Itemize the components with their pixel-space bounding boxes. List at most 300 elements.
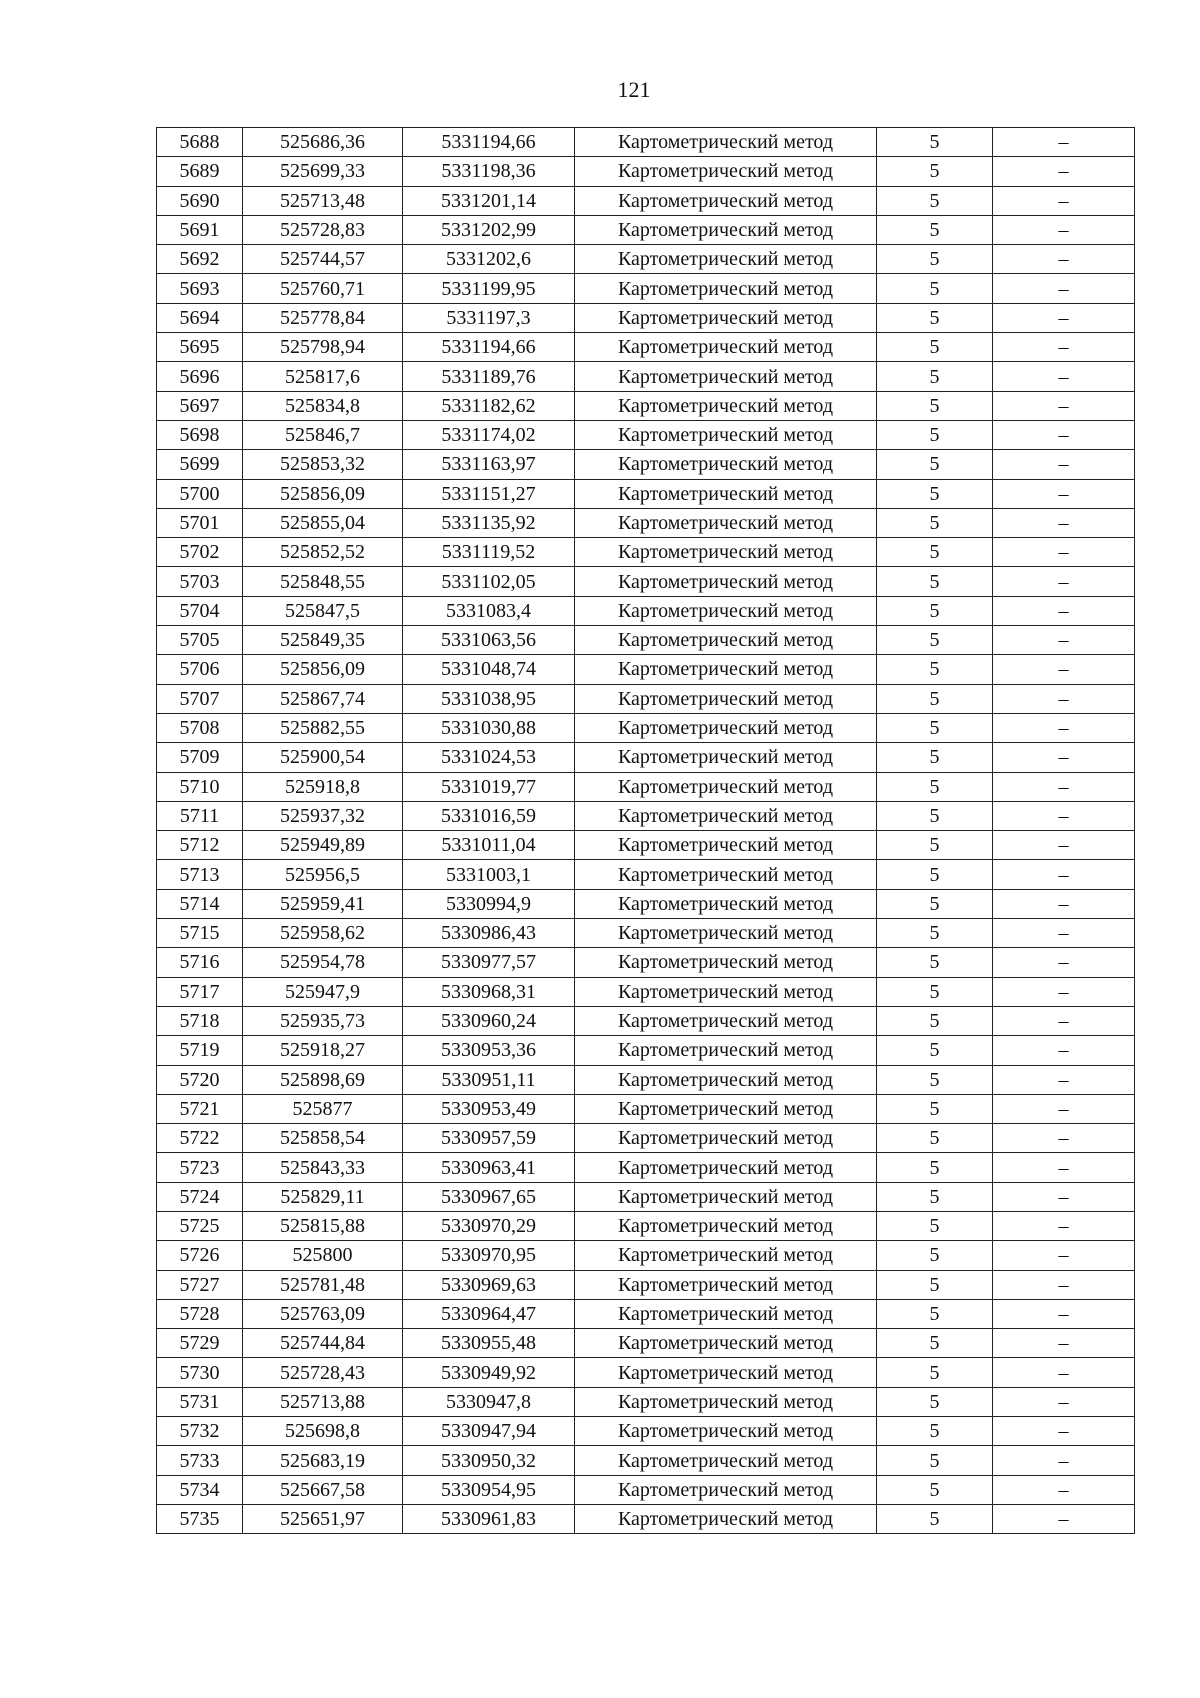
description-cell: – xyxy=(993,626,1135,655)
method-cell: Картометрический метод xyxy=(575,1475,877,1504)
method-cell: Картометрический метод xyxy=(575,1241,877,1270)
method-cell: Картометрический метод xyxy=(575,889,877,918)
y-coordinate-cell: 5330967,65 xyxy=(403,1182,575,1211)
accuracy-cell: 5 xyxy=(877,1182,993,1211)
method-cell: Картометрический метод xyxy=(575,538,877,567)
accuracy-cell: 5 xyxy=(877,1358,993,1387)
x-coordinate-cell: 525683,19 xyxy=(243,1446,403,1475)
table-row xyxy=(157,157,1135,186)
x-coordinate-cell: 525817,6 xyxy=(243,362,403,391)
accuracy-cell: 5 xyxy=(877,420,993,449)
description-cell: – xyxy=(993,743,1135,772)
table-row xyxy=(157,186,1135,215)
table-row xyxy=(157,1153,1135,1182)
point-number-cell: 5711 xyxy=(157,801,243,830)
point-number-cell: 5696 xyxy=(157,362,243,391)
point-number-cell: 5700 xyxy=(157,479,243,508)
description-cell: – xyxy=(993,1417,1135,1446)
x-coordinate-cell: 525651,97 xyxy=(243,1504,403,1533)
accuracy-cell: 5 xyxy=(877,128,993,157)
x-coordinate-cell: 525763,09 xyxy=(243,1299,403,1328)
method-cell: Картометрический метод xyxy=(575,596,877,625)
table-row xyxy=(157,1504,1135,1533)
x-coordinate-cell: 525856,09 xyxy=(243,479,403,508)
y-coordinate-cell: 5331048,74 xyxy=(403,655,575,684)
point-number-cell: 5706 xyxy=(157,655,243,684)
coordinates-table-body xyxy=(157,128,1135,1534)
description-cell: – xyxy=(993,128,1135,157)
y-coordinate-cell: 5330947,8 xyxy=(403,1387,575,1416)
y-coordinate-cell: 5330947,94 xyxy=(403,1417,575,1446)
description-cell: – xyxy=(993,1475,1135,1504)
y-coordinate-cell: 5331019,77 xyxy=(403,772,575,801)
table-row xyxy=(157,1387,1135,1416)
method-cell: Картометрический метод xyxy=(575,977,877,1006)
description-cell: – xyxy=(993,1036,1135,1065)
table-row xyxy=(157,567,1135,596)
y-coordinate-cell: 5331063,56 xyxy=(403,626,575,655)
x-coordinate-cell: 525699,33 xyxy=(243,157,403,186)
description-cell: – xyxy=(993,1094,1135,1123)
point-number-cell: 5697 xyxy=(157,391,243,420)
description-cell: – xyxy=(993,420,1135,449)
y-coordinate-cell: 5331202,99 xyxy=(403,215,575,244)
description-cell: – xyxy=(993,772,1135,801)
description-cell: – xyxy=(993,274,1135,303)
description-cell: – xyxy=(993,362,1135,391)
table-row xyxy=(157,128,1135,157)
method-cell: Картометрический метод xyxy=(575,1094,877,1123)
method-cell: Картометрический метод xyxy=(575,1329,877,1358)
y-coordinate-cell: 5330963,41 xyxy=(403,1153,575,1182)
accuracy-cell: 5 xyxy=(877,1036,993,1065)
description-cell: – xyxy=(993,1299,1135,1328)
point-number-cell: 5692 xyxy=(157,245,243,274)
method-cell: Картометрический метод xyxy=(575,303,877,332)
method-cell: Картометрический метод xyxy=(575,1006,877,1035)
point-number-cell: 5727 xyxy=(157,1270,243,1299)
description-cell: – xyxy=(993,1153,1135,1182)
accuracy-cell: 5 xyxy=(877,889,993,918)
accuracy-cell: 5 xyxy=(877,860,993,889)
method-cell: Картометрический метод xyxy=(575,1270,877,1299)
y-coordinate-cell: 5331016,59 xyxy=(403,801,575,830)
table-row xyxy=(157,245,1135,274)
y-coordinate-cell: 5331198,36 xyxy=(403,157,575,186)
method-cell: Картометрический метод xyxy=(575,948,877,977)
method-cell: Картометрический метод xyxy=(575,215,877,244)
description-cell: – xyxy=(993,508,1135,537)
point-number-cell: 5735 xyxy=(157,1504,243,1533)
y-coordinate-cell: 5330955,48 xyxy=(403,1329,575,1358)
table-row xyxy=(157,450,1135,479)
y-coordinate-cell: 5331182,62 xyxy=(403,391,575,420)
accuracy-cell: 5 xyxy=(877,245,993,274)
x-coordinate-cell: 525800 xyxy=(243,1241,403,1270)
x-coordinate-cell: 525848,55 xyxy=(243,567,403,596)
accuracy-cell: 5 xyxy=(877,1094,993,1123)
accuracy-cell: 5 xyxy=(877,186,993,215)
y-coordinate-cell: 5330950,32 xyxy=(403,1446,575,1475)
accuracy-cell: 5 xyxy=(877,391,993,420)
y-coordinate-cell: 5330964,47 xyxy=(403,1299,575,1328)
y-coordinate-cell: 5331003,1 xyxy=(403,860,575,889)
accuracy-cell: 5 xyxy=(877,567,993,596)
description-cell: – xyxy=(993,1241,1135,1270)
y-coordinate-cell: 5330954,95 xyxy=(403,1475,575,1504)
y-coordinate-cell: 5330957,59 xyxy=(403,1124,575,1153)
table-row xyxy=(157,362,1135,391)
method-cell: Картометрический метод xyxy=(575,245,877,274)
point-number-cell: 5731 xyxy=(157,1387,243,1416)
accuracy-cell: 5 xyxy=(877,274,993,303)
accuracy-cell: 5 xyxy=(877,362,993,391)
method-cell: Картометрический метод xyxy=(575,919,877,948)
table-row xyxy=(157,1446,1135,1475)
accuracy-cell: 5 xyxy=(877,977,993,1006)
accuracy-cell: 5 xyxy=(877,1065,993,1094)
method-cell: Картометрический метод xyxy=(575,186,877,215)
x-coordinate-cell: 525855,04 xyxy=(243,508,403,537)
method-cell: Картометрический метод xyxy=(575,450,877,479)
description-cell: – xyxy=(993,1446,1135,1475)
point-number-cell: 5716 xyxy=(157,948,243,977)
method-cell: Картометрический метод xyxy=(575,1504,877,1533)
method-cell: Картометрический метод xyxy=(575,626,877,655)
point-number-cell: 5733 xyxy=(157,1446,243,1475)
accuracy-cell: 5 xyxy=(877,919,993,948)
description-cell: – xyxy=(993,538,1135,567)
y-coordinate-cell: 5330953,49 xyxy=(403,1094,575,1123)
point-number-cell: 5718 xyxy=(157,1006,243,1035)
description-cell: – xyxy=(993,596,1135,625)
x-coordinate-cell: 525728,83 xyxy=(243,215,403,244)
y-coordinate-cell: 5331163,97 xyxy=(403,450,575,479)
point-number-cell: 5712 xyxy=(157,831,243,860)
table-row xyxy=(157,919,1135,948)
method-cell: Картометрический метод xyxy=(575,684,877,713)
y-coordinate-cell: 5331189,76 xyxy=(403,362,575,391)
y-coordinate-cell: 5331174,02 xyxy=(403,420,575,449)
table-row xyxy=(157,772,1135,801)
table-row xyxy=(157,1329,1135,1358)
accuracy-cell: 5 xyxy=(877,479,993,508)
method-cell: Картометрический метод xyxy=(575,1358,877,1387)
method-cell: Картометрический метод xyxy=(575,860,877,889)
description-cell: – xyxy=(993,1182,1135,1211)
method-cell: Картометрический метод xyxy=(575,157,877,186)
description-cell: – xyxy=(993,1387,1135,1416)
y-coordinate-cell: 5331194,66 xyxy=(403,128,575,157)
y-coordinate-cell: 5331151,27 xyxy=(403,479,575,508)
description-cell: – xyxy=(993,1211,1135,1240)
x-coordinate-cell: 525852,52 xyxy=(243,538,403,567)
y-coordinate-cell: 5330970,95 xyxy=(403,1241,575,1270)
point-number-cell: 5730 xyxy=(157,1358,243,1387)
point-number-cell: 5710 xyxy=(157,772,243,801)
y-coordinate-cell: 5331197,3 xyxy=(403,303,575,332)
table-row xyxy=(157,274,1135,303)
method-cell: Картометрический метод xyxy=(575,274,877,303)
point-number-cell: 5722 xyxy=(157,1124,243,1153)
point-number-cell: 5703 xyxy=(157,567,243,596)
x-coordinate-cell: 525949,89 xyxy=(243,831,403,860)
x-coordinate-cell: 525898,69 xyxy=(243,1065,403,1094)
point-number-cell: 5714 xyxy=(157,889,243,918)
description-cell: – xyxy=(993,889,1135,918)
point-number-cell: 5725 xyxy=(157,1211,243,1240)
description-cell: – xyxy=(993,1006,1135,1035)
table-row xyxy=(157,1211,1135,1240)
x-coordinate-cell: 525698,8 xyxy=(243,1417,403,1446)
y-coordinate-cell: 5330951,11 xyxy=(403,1065,575,1094)
point-number-cell: 5732 xyxy=(157,1417,243,1446)
accuracy-cell: 5 xyxy=(877,1124,993,1153)
description-cell: – xyxy=(993,1329,1135,1358)
point-number-cell: 5698 xyxy=(157,420,243,449)
table-row xyxy=(157,1094,1135,1123)
description-cell: – xyxy=(993,801,1135,830)
x-coordinate-cell: 525728,43 xyxy=(243,1358,403,1387)
point-number-cell: 5709 xyxy=(157,743,243,772)
accuracy-cell: 5 xyxy=(877,1387,993,1416)
description-cell: – xyxy=(993,1358,1135,1387)
accuracy-cell: 5 xyxy=(877,303,993,332)
y-coordinate-cell: 5331135,92 xyxy=(403,508,575,537)
x-coordinate-cell: 525958,62 xyxy=(243,919,403,948)
x-coordinate-cell: 525798,94 xyxy=(243,333,403,362)
x-coordinate-cell: 525954,78 xyxy=(243,948,403,977)
description-cell: – xyxy=(993,186,1135,215)
table-row xyxy=(157,1182,1135,1211)
method-cell: Картометрический метод xyxy=(575,128,877,157)
point-number-cell: 5702 xyxy=(157,538,243,567)
y-coordinate-cell: 5331038,95 xyxy=(403,684,575,713)
x-coordinate-cell: 525667,58 xyxy=(243,1475,403,1504)
x-coordinate-cell: 525956,5 xyxy=(243,860,403,889)
x-coordinate-cell: 525937,32 xyxy=(243,801,403,830)
y-coordinate-cell: 5330968,31 xyxy=(403,977,575,1006)
accuracy-cell: 5 xyxy=(877,1417,993,1446)
x-coordinate-cell: 525867,74 xyxy=(243,684,403,713)
point-number-cell: 5724 xyxy=(157,1182,243,1211)
accuracy-cell: 5 xyxy=(877,333,993,362)
table-row xyxy=(157,1006,1135,1035)
coordinates-table xyxy=(156,127,1135,1534)
y-coordinate-cell: 5330977,57 xyxy=(403,948,575,977)
x-coordinate-cell: 525829,11 xyxy=(243,1182,403,1211)
table-row xyxy=(157,420,1135,449)
y-coordinate-cell: 5330994,9 xyxy=(403,889,575,918)
x-coordinate-cell: 525713,48 xyxy=(243,186,403,215)
accuracy-cell: 5 xyxy=(877,1270,993,1299)
point-number-cell: 5734 xyxy=(157,1475,243,1504)
point-number-cell: 5695 xyxy=(157,333,243,362)
accuracy-cell: 5 xyxy=(877,655,993,684)
x-coordinate-cell: 525849,35 xyxy=(243,626,403,655)
x-coordinate-cell: 525853,32 xyxy=(243,450,403,479)
accuracy-cell: 5 xyxy=(877,948,993,977)
y-coordinate-cell: 5331119,52 xyxy=(403,538,575,567)
y-coordinate-cell: 5331011,04 xyxy=(403,831,575,860)
x-coordinate-cell: 525856,09 xyxy=(243,655,403,684)
accuracy-cell: 5 xyxy=(877,508,993,537)
description-cell: – xyxy=(993,831,1135,860)
table-row xyxy=(157,215,1135,244)
point-number-cell: 5719 xyxy=(157,1036,243,1065)
table-row xyxy=(157,596,1135,625)
point-number-cell: 5707 xyxy=(157,684,243,713)
table-row xyxy=(157,948,1135,977)
description-cell: – xyxy=(993,948,1135,977)
table-row xyxy=(157,860,1135,889)
description-cell: – xyxy=(993,919,1135,948)
accuracy-cell: 5 xyxy=(877,626,993,655)
description-cell: – xyxy=(993,157,1135,186)
y-coordinate-cell: 5331083,4 xyxy=(403,596,575,625)
method-cell: Картометрический метод xyxy=(575,1036,877,1065)
table-row xyxy=(157,684,1135,713)
accuracy-cell: 5 xyxy=(877,1241,993,1270)
method-cell: Картометрический метод xyxy=(575,1124,877,1153)
table-row xyxy=(157,655,1135,684)
x-coordinate-cell: 525918,8 xyxy=(243,772,403,801)
x-coordinate-cell: 525935,73 xyxy=(243,1006,403,1035)
point-number-cell: 5720 xyxy=(157,1065,243,1094)
accuracy-cell: 5 xyxy=(877,684,993,713)
description-cell: – xyxy=(993,684,1135,713)
table-row xyxy=(157,1270,1135,1299)
table-row xyxy=(157,889,1135,918)
point-number-cell: 5705 xyxy=(157,626,243,655)
description-cell: – xyxy=(993,450,1135,479)
x-coordinate-cell: 525858,54 xyxy=(243,1124,403,1153)
accuracy-cell: 5 xyxy=(877,538,993,567)
point-number-cell: 5729 xyxy=(157,1329,243,1358)
method-cell: Картометрический метод xyxy=(575,362,877,391)
table-row xyxy=(157,801,1135,830)
point-number-cell: 5701 xyxy=(157,508,243,537)
accuracy-cell: 5 xyxy=(877,713,993,742)
accuracy-cell: 5 xyxy=(877,743,993,772)
table-row xyxy=(157,333,1135,362)
x-coordinate-cell: 525882,55 xyxy=(243,713,403,742)
table-row xyxy=(157,508,1135,537)
y-coordinate-cell: 5331199,95 xyxy=(403,274,575,303)
accuracy-cell: 5 xyxy=(877,772,993,801)
method-cell: Картометрический метод xyxy=(575,479,877,508)
table-row xyxy=(157,743,1135,772)
description-cell: – xyxy=(993,245,1135,274)
method-cell: Картометрический метод xyxy=(575,567,877,596)
table-row xyxy=(157,1036,1135,1065)
accuracy-cell: 5 xyxy=(877,1299,993,1328)
accuracy-cell: 5 xyxy=(877,1153,993,1182)
table-row xyxy=(157,391,1135,420)
point-number-cell: 5726 xyxy=(157,1241,243,1270)
description-cell: – xyxy=(993,215,1135,244)
method-cell: Картометрический метод xyxy=(575,1417,877,1446)
method-cell: Картометрический метод xyxy=(575,508,877,537)
table-row xyxy=(157,1124,1135,1153)
method-cell: Картометрический метод xyxy=(575,801,877,830)
method-cell: Картометрический метод xyxy=(575,772,877,801)
point-number-cell: 5688 xyxy=(157,128,243,157)
point-number-cell: 5721 xyxy=(157,1094,243,1123)
point-number-cell: 5699 xyxy=(157,450,243,479)
description-cell: – xyxy=(993,1124,1135,1153)
description-cell: – xyxy=(993,479,1135,508)
table-row xyxy=(157,1299,1135,1328)
y-coordinate-cell: 5330960,24 xyxy=(403,1006,575,1035)
y-coordinate-cell: 5330953,36 xyxy=(403,1036,575,1065)
point-number-cell: 5723 xyxy=(157,1153,243,1182)
x-coordinate-cell: 525846,7 xyxy=(243,420,403,449)
y-coordinate-cell: 5330986,43 xyxy=(403,919,575,948)
method-cell: Картометрический метод xyxy=(575,420,877,449)
accuracy-cell: 5 xyxy=(877,157,993,186)
y-coordinate-cell: 5331202,6 xyxy=(403,245,575,274)
x-coordinate-cell: 525686,36 xyxy=(243,128,403,157)
table-row xyxy=(157,713,1135,742)
point-number-cell: 5713 xyxy=(157,860,243,889)
description-cell: – xyxy=(993,1270,1135,1299)
method-cell: Картометрический метод xyxy=(575,1211,877,1240)
point-number-cell: 5693 xyxy=(157,274,243,303)
method-cell: Картометрический метод xyxy=(575,831,877,860)
table-row xyxy=(157,626,1135,655)
x-coordinate-cell: 525918,27 xyxy=(243,1036,403,1065)
x-coordinate-cell: 525900,54 xyxy=(243,743,403,772)
point-number-cell: 5708 xyxy=(157,713,243,742)
x-coordinate-cell: 525834,8 xyxy=(243,391,403,420)
y-coordinate-cell: 5331201,14 xyxy=(403,186,575,215)
method-cell: Картометрический метод xyxy=(575,1299,877,1328)
accuracy-cell: 5 xyxy=(877,596,993,625)
accuracy-cell: 5 xyxy=(877,215,993,244)
y-coordinate-cell: 5331194,66 xyxy=(403,333,575,362)
accuracy-cell: 5 xyxy=(877,831,993,860)
description-cell: – xyxy=(993,391,1135,420)
description-cell: – xyxy=(993,333,1135,362)
method-cell: Картометрический метод xyxy=(575,1065,877,1094)
point-number-cell: 5694 xyxy=(157,303,243,332)
method-cell: Картометрический метод xyxy=(575,743,877,772)
point-number-cell: 5717 xyxy=(157,977,243,1006)
table-row xyxy=(157,1065,1135,1094)
x-coordinate-cell: 525781,48 xyxy=(243,1270,403,1299)
description-cell: – xyxy=(993,655,1135,684)
description-cell: – xyxy=(993,303,1135,332)
page-number: 121 xyxy=(617,77,651,102)
accuracy-cell: 5 xyxy=(877,801,993,830)
point-number-cell: 5689 xyxy=(157,157,243,186)
accuracy-cell: 5 xyxy=(877,1329,993,1358)
method-cell: Картометрический метод xyxy=(575,391,877,420)
table-row xyxy=(157,1417,1135,1446)
method-cell: Картометрический метод xyxy=(575,1153,877,1182)
point-number-cell: 5728 xyxy=(157,1299,243,1328)
x-coordinate-cell: 525778,84 xyxy=(243,303,403,332)
description-cell: – xyxy=(993,567,1135,596)
y-coordinate-cell: 5331024,53 xyxy=(403,743,575,772)
accuracy-cell: 5 xyxy=(877,1475,993,1504)
y-coordinate-cell: 5330949,92 xyxy=(403,1358,575,1387)
x-coordinate-cell: 525713,88 xyxy=(243,1387,403,1416)
table-row xyxy=(157,831,1135,860)
x-coordinate-cell: 525815,88 xyxy=(243,1211,403,1240)
description-cell: – xyxy=(993,977,1135,1006)
